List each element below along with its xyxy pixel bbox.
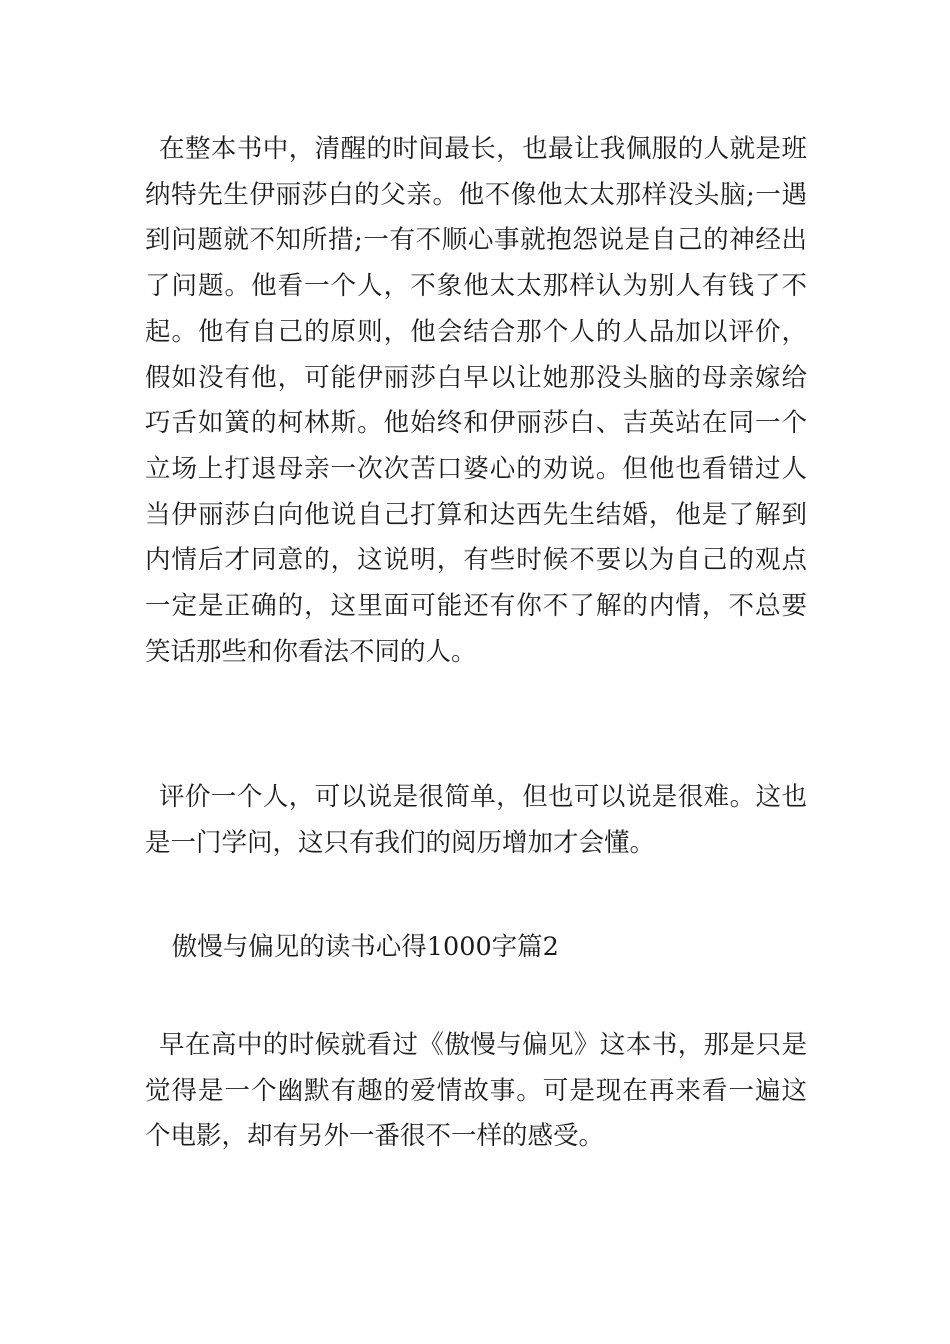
body-paragraph: 早在高中的时候就看过《傲慢与偏见》这本书，那是只是觉得是一个幽默有趣的爱情故事。可是现在再来看一遍这个电影，却有另外一番很不一样的感受。 xyxy=(145,1030,807,1152)
body-paragraph: 在整本书中，清醒的时间最长，也最让我佩服的人就是班纳特先生伊丽莎白的父亲。他不像他太太那样没头脑;一遇到问题就不知所措;一有不顺心事就抱怨说是自己的神经出了问题。他看一个人，不象他太太那样认为别人有钱了不起。他有自己的原则，他会结合那个人的人品加以评价，假如没有他，可能伊丽莎白早以让她那没头脑的母亲嫁给巧舌如簧的柯林斯。他始终和伊丽莎白、吉英站在同一个立场上打退母亲一次次苦口婆心的劝说。但他也看错过人当伊丽莎白向他说自己打算和达西先生结婚，他是了解到内情后才同意的，这说明，有些时候不要以为自己的观点一定是正确的，这里面可能还有你不了解的内情，不总要笑话那些和你看法不同的人。 xyxy=(145,134,807,667)
section-heading: 傲慢与偏见的读书心得1000字篇2 xyxy=(171,932,559,962)
body-paragraph: 评价一个人，可以说是很简单，但也可以说是很难。这也是一门学问，这只有我们的阅历增加才会懂。 xyxy=(145,782,807,858)
